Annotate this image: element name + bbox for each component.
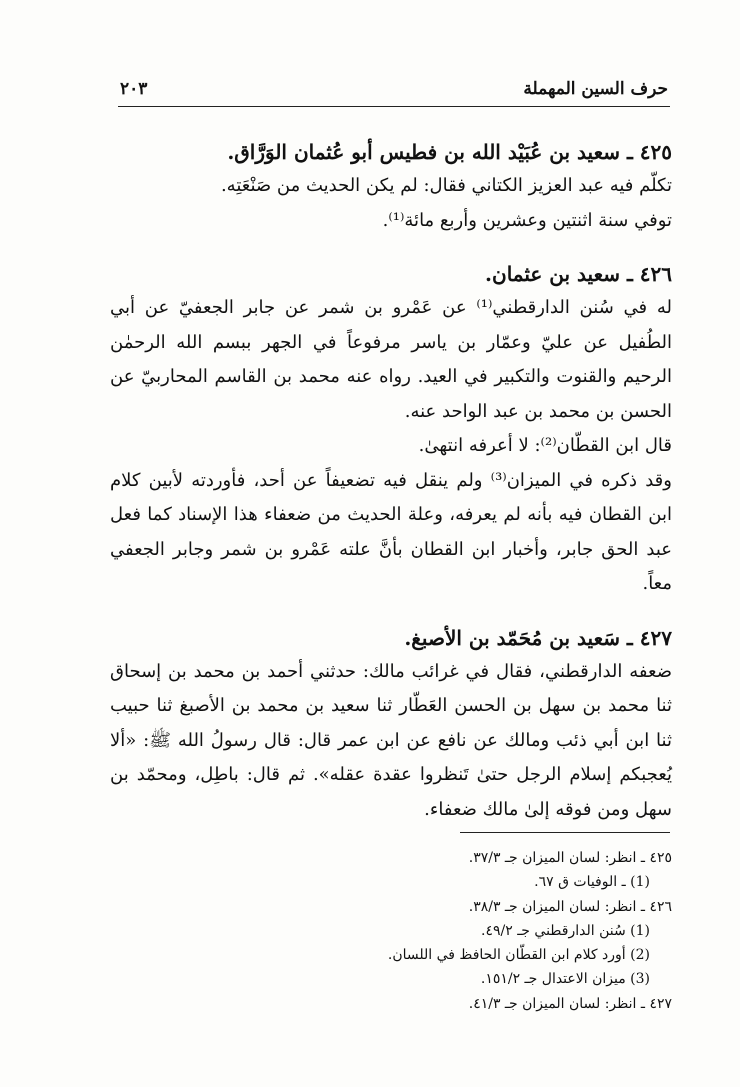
footnote-separator	[460, 832, 670, 833]
footnote: (2) أورد كلام ابن القطّان الحافظ في اللسان.	[387, 947, 650, 964]
paragraph: قال ابن القطّان⁽²⁾: لا أعرفه انتهىٰ.	[418, 435, 672, 456]
entry-425	[110, 136, 672, 238]
page-header	[118, 76, 670, 107]
paragraph: له في سُنن الدارقطني⁽¹⁾ عن عَمْرو بن شمر عن جابر الجعفيّ عن أبي الطُفيل عن عليّ وعمّار بن ياسر مرفوعاً في الجهر ببسم الله الرحمٰن الرحيم والقنوت والتكبير في العيد. رواه عنه محمد بن القاسم المحاربيّ عن الحسن بن محمد بن عبد الواحد عنه.	[110, 297, 672, 422]
entry-heading: ٤٢٦ ـ سعيد بن عثمان.	[485, 262, 672, 286]
footnote: (1) ـ الوفيات ق ٦٧.	[534, 874, 650, 891]
footnote: ٤٢٥ ـ انظر: لسان الميزان جـ ٣٧/٣.	[468, 850, 672, 866]
paragraph: توفي سنة اثنتين وعشرين وأربع مائة⁽¹⁾.	[382, 209, 672, 231]
page-number: ٢٠٣	[120, 79, 148, 99]
footnote: (3) ميزان الاعتدال جـ ١٥١/٢.	[480, 971, 650, 988]
paragraph: تكلّم فيه عبد العزيز الكتاني فقال: لم يكن الحديث من صَنْعَتِه.	[220, 175, 672, 196]
paragraph: وقد ذكره في الميزان⁽³⁾ ولم ينقل فيه تضعيفاً عن أحد، فأوردته لأبين كلام ابن القطان فيه بأنه لم يعرفه، وعلة الحديث من ضعفاء هذا الإسناد كما فعل عبد الحق جابر، وأخبار ابن القطان بأنَّ علته عَمْرو بن شمر وجابر الجعفي معاً.	[110, 469, 672, 594]
paragraph: ضعفه الدارقطني، فقال في غرائب مالك: حدثني أحمد بن محمد بن إسحاق ثنا محمد بن سهل بن الحسن العَطّار ثنا سعيد بن محمد بن الأصبغ ثنا حبيب ثنا ابن أبي ذئب ومالك عن نافع عن ابن عمر قال: قال رسولُ الله ﷺ: «ألا يُعجبكم إسلام الرجل حتىٰ تَنظروا عقدة عقله». ثم قال: باطِل، ومحمّد بن سهل ومن فوقه إلىٰ مالك ضعفاء.	[110, 660, 672, 820]
running-title: حرف السين المهملة	[523, 79, 668, 99]
footnote: ٤٢٧ ـ انظر: لسان الميزان جـ ٤١/٣.	[468, 995, 672, 1012]
footnote: ٤٢٦ ـ انظر: لسان الميزان جـ ٣٨/٣.	[468, 898, 672, 915]
main-text	[110, 136, 672, 847]
entry-427	[110, 622, 672, 828]
entry-426	[110, 258, 672, 602]
footnotes	[300, 846, 672, 1016]
entry-heading: ٤٢٧ ـ سَعيد بن مُحَمّد بن الأصبغ.	[404, 625, 672, 650]
entry-heading: ٤٢٥ ـ سعيد بن عُبَيْد الله بن فطيس أبو عُثمان الوَرَّاق.	[227, 140, 672, 164]
footnote: (1) سُنن الدارقطني جـ ٤٩/٢.	[481, 922, 650, 939]
